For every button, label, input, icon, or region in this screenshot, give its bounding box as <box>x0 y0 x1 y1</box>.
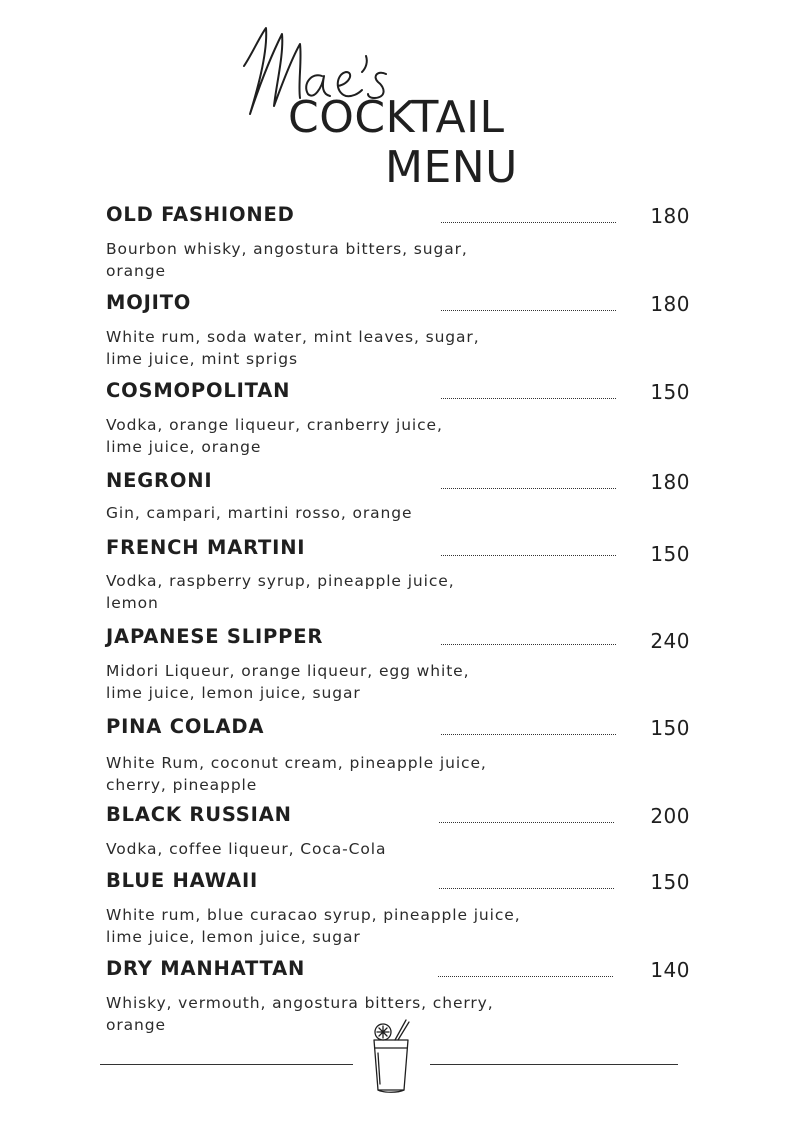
item-name: JAPANESE SLIPPER <box>106 625 324 648</box>
item-description-line-2: cherry, pineapple <box>106 776 258 794</box>
item-name: NEGRONI <box>106 469 213 492</box>
item-description-line-1: Vodka, coffee liqueur, Coca-Cola <box>106 840 387 858</box>
item-description-line-2: lemon <box>106 594 159 612</box>
item-name: FRENCH MARTINI <box>106 536 306 559</box>
dotted-leader <box>441 398 616 399</box>
cocktail-glass-icon <box>368 1018 414 1094</box>
footer-divider-left <box>100 1064 353 1065</box>
dotted-leader <box>439 888 614 889</box>
item-description-line-2: lime juice, lemon juice, sugar <box>106 684 361 702</box>
dotted-leader <box>441 555 616 556</box>
item-price: 240 <box>650 629 690 653</box>
footer-divider-right <box>430 1064 678 1065</box>
item-description-line-1: Vodka, orange liqueur, cranberry juice, <box>106 416 443 434</box>
item-name: MOJITO <box>106 291 192 314</box>
dotted-leader <box>441 734 616 735</box>
item-description-line-2: orange <box>106 262 166 280</box>
item-description-line-1: White rum, blue curacao syrup, pineapple juice, <box>106 906 521 924</box>
item-price: 150 <box>650 380 690 404</box>
item-price: 180 <box>650 470 690 494</box>
item-name: BLACK RUSSIAN <box>106 803 292 826</box>
title-cocktail: COCKTAIL <box>288 92 505 143</box>
item-price: 180 <box>650 292 690 316</box>
item-name: OLD FASHIONED <box>106 203 295 226</box>
item-price: 140 <box>650 958 690 982</box>
item-name: PINA COLADA <box>106 715 265 738</box>
item-name: DRY MANHATTAN <box>106 957 306 980</box>
dotted-leader <box>441 488 616 489</box>
dotted-leader <box>441 222 616 223</box>
dotted-leader <box>441 310 616 311</box>
item-description-line-1: White Rum, coconut cream, pineapple juice, <box>106 754 487 772</box>
item-price: 150 <box>650 542 690 566</box>
item-description-line-1: Midori Liqueur, orange liqueur, egg white, <box>106 662 470 680</box>
item-price: 150 <box>650 870 690 894</box>
item-price: 150 <box>650 716 690 740</box>
item-description-line-1: Bourbon whisky, angostura bitters, sugar, <box>106 240 468 258</box>
item-description-line-1: Gin, campari, martini rosso, orange <box>106 504 413 522</box>
dotted-leader <box>441 644 616 645</box>
dotted-leader <box>438 976 613 977</box>
item-description-line-1: Vodka, raspberry syrup, pineapple juice, <box>106 572 455 590</box>
item-name: BLUE HAWAII <box>106 869 259 892</box>
item-description-line-2: lime juice, orange <box>106 438 262 456</box>
item-description-line-1: Whisky, vermouth, angostura bitters, cherry, <box>106 994 494 1012</box>
dotted-leader <box>439 822 614 823</box>
item-name: COSMOPOLITAN <box>106 379 291 402</box>
item-price: 200 <box>650 804 690 828</box>
item-description-line-2: lime juice, lemon juice, sugar <box>106 928 361 946</box>
item-description-line-2: lime juice, mint sprigs <box>106 350 298 368</box>
title-menu: MENU <box>385 142 518 193</box>
item-price: 180 <box>650 204 690 228</box>
item-description-line-2: orange <box>106 1016 166 1034</box>
item-description-line-1: White rum, soda water, mint leaves, sugar, <box>106 328 480 346</box>
